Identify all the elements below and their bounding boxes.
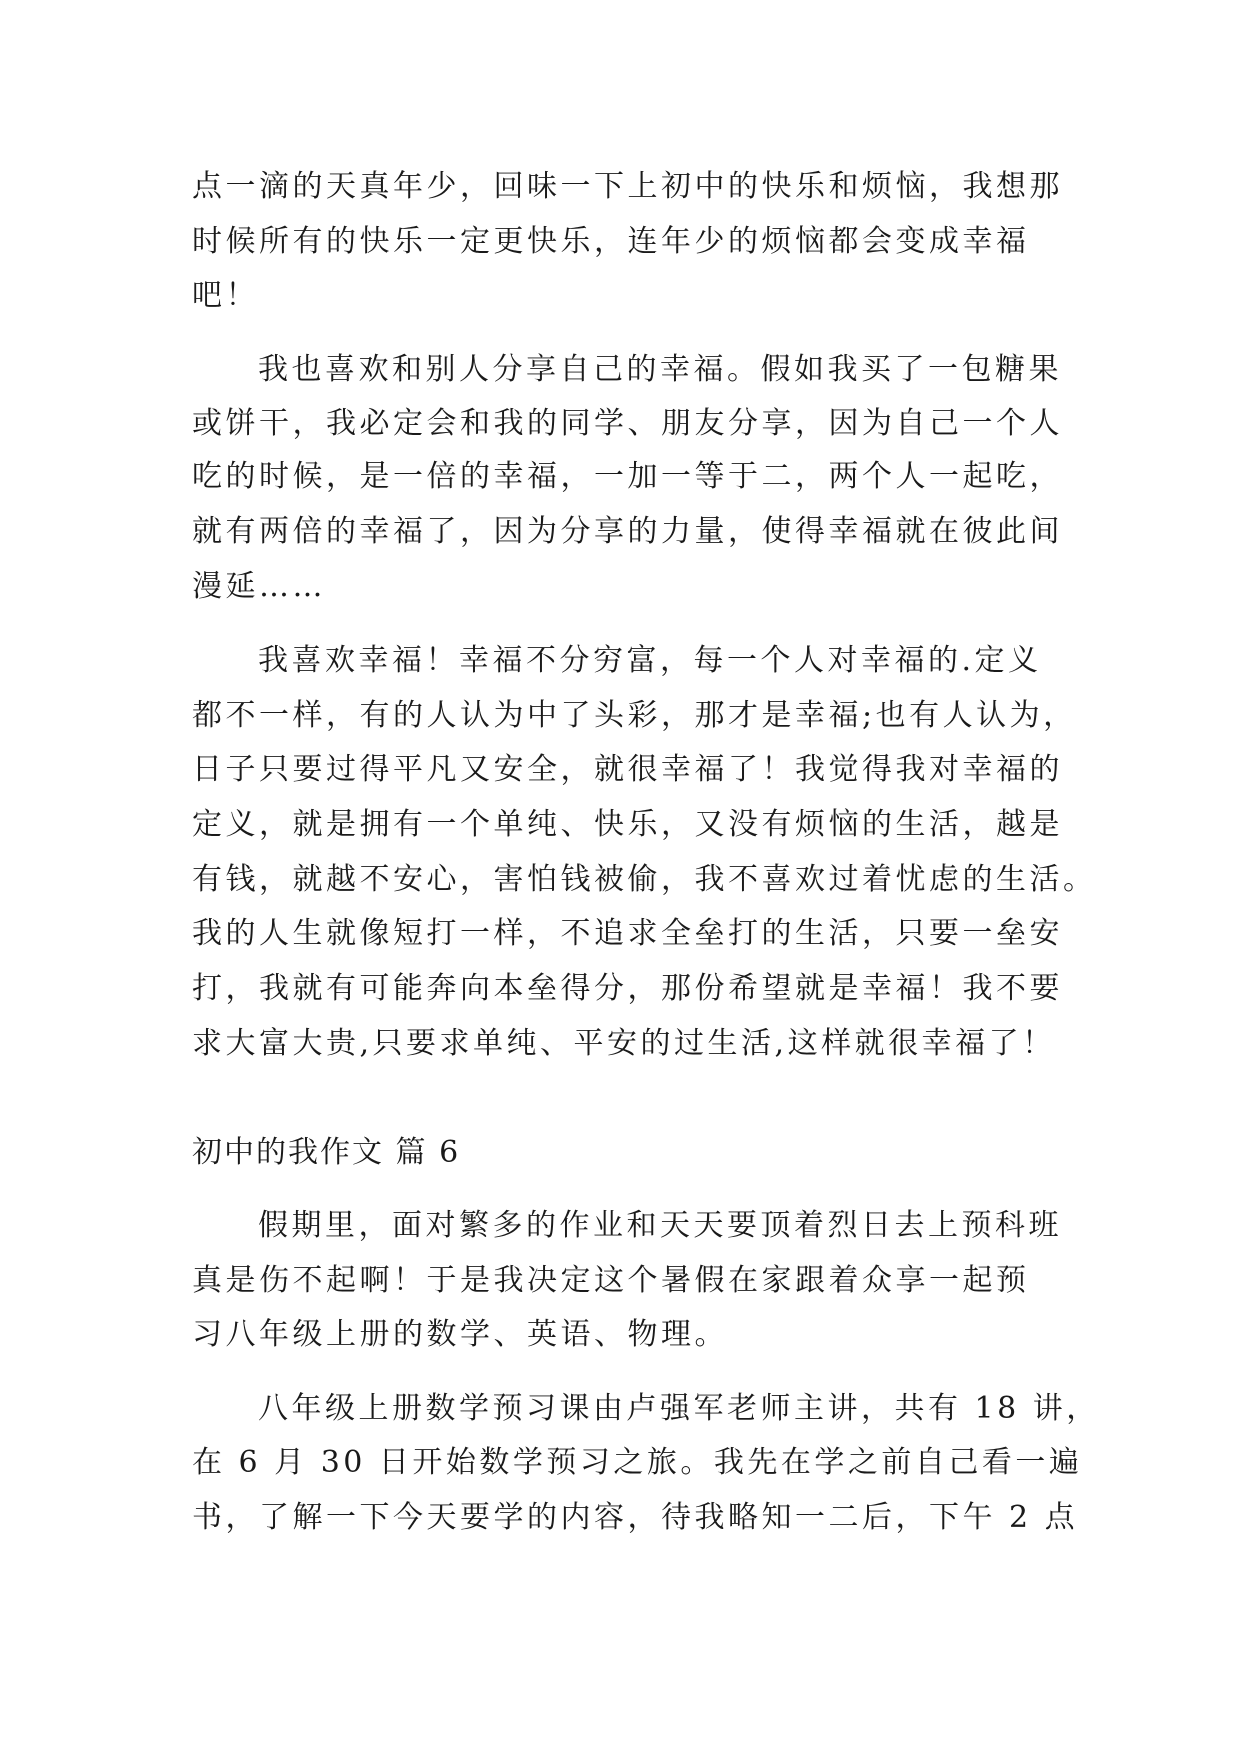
paragraph-line: 点一滴的天真年少，回味一下上初中的快乐和烦恼，我想那 <box>192 169 1063 204</box>
paragraph-line: 书，了解一下今天要学的内容，待我略知一二后，下午 2 点 <box>192 1500 1079 1535</box>
paragraph-line: 我喜欢幸福！幸福不分穷富，每一个人对幸福的.定义 <box>258 643 1042 678</box>
paragraph-line: 吧！ <box>192 278 259 313</box>
paragraph-line: 在 6 月 30 日开始数学预习之旅。我先在学之前自己看一遍 <box>192 1445 1083 1480</box>
paragraph-line: 我也喜欢和别人分享自己的幸福。假如我买了一包糖果 <box>258 352 1062 387</box>
paragraph-line: 都不一样，有的人认为中了头彩，那才是幸福;也有人认为， <box>192 698 1077 733</box>
paragraph-line: 八年级上册数学预习课由卢强军老师主讲，共有 18 讲， <box>258 1391 1100 1426</box>
paragraph-line: 日子只要过得平凡又安全，就很幸福了！我觉得我对幸福的 <box>192 752 1063 787</box>
paragraph-line: 漫延…… <box>192 569 326 604</box>
paragraph-line: 吃的时候，是一倍的幸福，一加一等于二，两个人一起吃， <box>192 459 1063 494</box>
paragraph-line: 或饼干，我必定会和我的同学、朋友分享，因为自己一个人 <box>192 406 1063 441</box>
paragraph-line: 定义，就是拥有一个单纯、快乐，又没有烦恼的生活，越是 <box>192 807 1063 842</box>
paragraph-line: 有钱，就越不安心，害怕钱被偷，我不喜欢过着忧虑的生活。 <box>192 862 1097 897</box>
paragraph-line: 时候所有的快乐一定更快乐，连年少的烦恼都会变成幸福 <box>192 224 1030 259</box>
paragraph-line: 习八年级上册的数学、英语、物理。 <box>192 1317 728 1352</box>
paragraph-line: 真是伤不起啊！于是我决定这个暑假在家跟着众享一起预 <box>192 1263 1030 1298</box>
paragraph-line: 打，我就有可能奔向本垒得分，那份希望就是幸福！我不要 <box>192 971 1063 1006</box>
paragraph-line: 我的人生就像短打一样，不追求全垒打的生活，只要一垒安 <box>192 916 1063 951</box>
paragraph-line: 求大富大贵,只要求单纯、平安的过生活,这样就很幸福了！ <box>192 1026 1056 1061</box>
section-heading: 初中的我作文 篇 6 <box>192 1135 461 1170</box>
paragraph-line: 就有两倍的幸福了，因为分享的力量，使得幸福就在彼此间 <box>192 514 1063 549</box>
paragraph-line: 假期里，面对繁多的作业和天天要顶着烈日去上预科班 <box>258 1208 1062 1243</box>
